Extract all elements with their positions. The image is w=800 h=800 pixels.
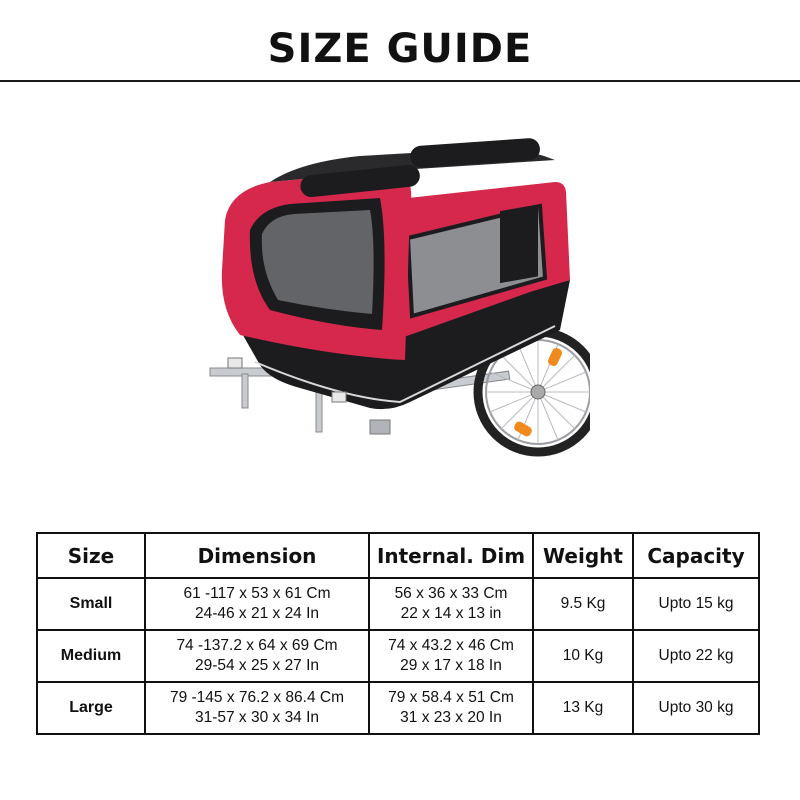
header-size: Size bbox=[37, 533, 145, 578]
capacity-cell: Upto 30 kg bbox=[633, 682, 759, 734]
dimension-cell bbox=[145, 578, 369, 630]
header-weight: Weight bbox=[533, 533, 633, 578]
internal-cm: 56 x 36 x 33 Cm bbox=[394, 585, 508, 602]
size-cell: Medium bbox=[37, 630, 145, 682]
page-title: SIZE GUIDE bbox=[267, 26, 533, 72]
table-row bbox=[37, 630, 759, 682]
size-cell: Large bbox=[37, 682, 145, 734]
header-dimension: Dimension bbox=[145, 533, 369, 578]
weight-cell: 10 Kg bbox=[533, 630, 633, 682]
product-image bbox=[200, 130, 590, 480]
dimension-cm: 79 -145 x 76.2 x 86.4 Cm bbox=[169, 689, 345, 706]
internal-dim-cell bbox=[369, 630, 533, 682]
table-row bbox=[37, 682, 759, 734]
dimension-in: 29-54 x 25 x 27 In bbox=[194, 657, 320, 674]
size-cell: Small bbox=[37, 578, 145, 630]
size-guide-table bbox=[36, 532, 760, 735]
internal-cm: 79 x 58.4 x 51 Cm bbox=[388, 689, 514, 706]
internal-in: 29 x 17 x 18 In bbox=[400, 657, 502, 674]
dimension-cell bbox=[145, 630, 369, 682]
table-row bbox=[37, 578, 759, 630]
weight-cell: 13 Kg bbox=[533, 682, 633, 734]
internal-dim-cell bbox=[369, 682, 533, 734]
dimension-in: 24-46 x 21 x 24 In bbox=[194, 605, 320, 622]
internal-in: 31 x 23 x 20 In bbox=[400, 709, 502, 726]
title-divider bbox=[0, 80, 800, 82]
dimension-cm: 61 -117 x 53 x 61 Cm bbox=[183, 585, 331, 602]
pet-bike-trailer-illustration bbox=[200, 130, 590, 480]
internal-in: 22 x 14 x 13 in bbox=[400, 605, 502, 622]
capacity-cell: Upto 22 kg bbox=[633, 630, 759, 682]
dimension-cell bbox=[145, 682, 369, 734]
dimension-cm: 74 -137.2 x 64 x 69 Cm bbox=[176, 637, 338, 654]
dimension-in: 31-57 x 30 x 34 In bbox=[194, 709, 320, 726]
internal-dim-cell bbox=[369, 578, 533, 630]
header-capacity: Capacity bbox=[633, 533, 759, 578]
table-header-row bbox=[37, 533, 759, 578]
weight-cell: 9.5 Kg bbox=[533, 578, 633, 630]
capacity-cell: Upto 15 kg bbox=[633, 578, 759, 630]
header-internal-dim: Internal. Dim bbox=[369, 533, 533, 578]
internal-cm: 74 x 43.2 x 46 Cm bbox=[388, 637, 514, 654]
